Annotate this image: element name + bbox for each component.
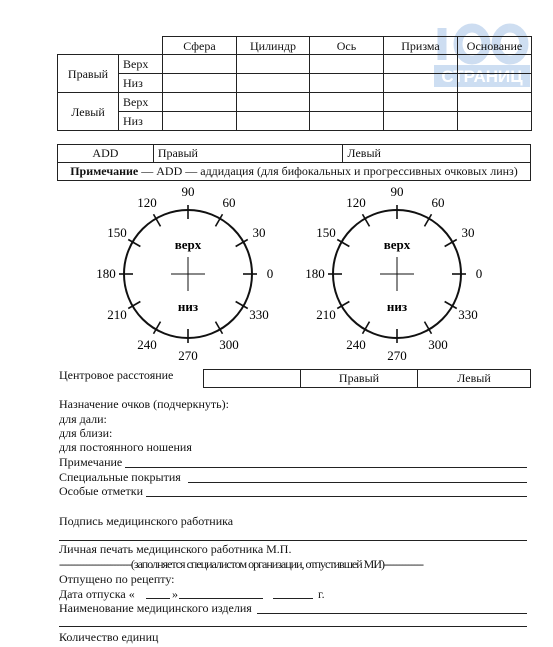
signature-line[interactable] — [59, 540, 527, 541]
near-label[interactable]: для близи: — [59, 426, 113, 440]
cell[interactable] — [237, 55, 310, 74]
device-line[interactable] — [257, 613, 527, 614]
dial-bottom-label: низ — [177, 299, 199, 314]
right-eye-label: Правый — [58, 55, 119, 93]
filled-by-row: ------------------------(заполняется специалистом организации, отпустившей МИ)------------- — [59, 557, 423, 571]
units-label: Количество единиц — [59, 630, 159, 644]
angle-label: 240 — [346, 337, 366, 353]
cell[interactable] — [458, 112, 532, 131]
cell[interactable] — [237, 93, 310, 112]
angle-label: 60 — [431, 194, 445, 210]
angle-label: 90 — [181, 186, 195, 199]
note-text: — ADD — аддидация (для бифокальных и прогрессивных очковых линз) — [138, 164, 518, 178]
device-label: Наименование медицинского изделия — [59, 601, 252, 615]
cell[interactable] — [310, 112, 384, 131]
note-bold: Примечание — [70, 164, 139, 178]
date-prefix: Дата отпуска « — [59, 587, 135, 601]
dispensed-label: Отпущено по рецепту: — [59, 572, 175, 586]
prescription-table — [57, 36, 532, 131]
angle-label: 330 — [249, 307, 269, 322]
table-row — [58, 55, 532, 74]
angle-label: 330 — [458, 307, 478, 322]
angle-label: 270 — [178, 348, 198, 361]
add-table — [57, 144, 531, 181]
angle-label: 120 — [346, 194, 366, 210]
note-label: Примечание — [59, 455, 123, 469]
table-row — [58, 112, 532, 131]
pd-left-label[interactable]: Левый — [418, 370, 531, 388]
angle-label: 90 — [390, 186, 404, 199]
far-label[interactable]: для дали: — [59, 412, 107, 426]
cell[interactable] — [163, 93, 237, 112]
cell[interactable] — [384, 74, 458, 93]
special-line[interactable] — [146, 496, 527, 497]
angle-label: 180 — [96, 266, 116, 281]
cell[interactable] — [310, 93, 384, 112]
header-cylinder: Цилиндр — [237, 37, 310, 55]
watermark-text: СТРАНИЦ — [441, 67, 523, 86]
coatings-line[interactable] — [188, 482, 527, 483]
table-row — [58, 93, 532, 112]
cell[interactable] — [384, 93, 458, 112]
row-label-bottom: Низ — [119, 112, 163, 131]
angle-label: 120 — [137, 194, 157, 210]
header-axis: Ось — [310, 37, 384, 55]
cell[interactable] — [163, 55, 237, 74]
note-line[interactable] — [125, 467, 527, 468]
stamp-label: Личная печать медицинского работника М.П. — [59, 542, 292, 556]
header-sphere: Сфера — [163, 37, 237, 55]
header-prism: Призма — [384, 37, 458, 55]
pd-label: Центровое расстояние — [59, 368, 174, 382]
header-base: Основание — [458, 37, 532, 55]
dial-top-label: верх — [383, 237, 411, 252]
add-note-row — [58, 163, 531, 181]
angle-label: 300 — [219, 337, 239, 353]
add-row — [58, 145, 531, 163]
special-label: Особые отметки — [59, 484, 143, 498]
cell[interactable] — [163, 74, 237, 93]
date-year-line[interactable] — [273, 598, 313, 599]
left-eye-label: Левый — [58, 93, 119, 131]
axis-dial-right-eye[interactable] — [96, 186, 273, 361]
angle-label: 150 — [316, 225, 336, 240]
assignment-label: Назначение очков (подчеркнуть): — [59, 397, 229, 411]
coatings-label: Специальные покрытия — [59, 470, 181, 484]
table-row — [58, 74, 532, 93]
angle-label: 30 — [252, 225, 266, 240]
row-label-bottom: Низ — [119, 74, 163, 93]
permanent-label[interactable]: для постоянного ношения — [59, 440, 192, 454]
device-line-2[interactable] — [59, 626, 527, 627]
axis-dial-left-eye[interactable] — [305, 186, 482, 361]
cell[interactable] — [384, 112, 458, 131]
cell[interactable] — [310, 74, 384, 93]
add-note — [58, 163, 531, 181]
pd-right-label[interactable]: Правый — [301, 370, 418, 388]
date-mid: » — [172, 587, 178, 601]
angle-label: 270 — [387, 348, 407, 361]
date-day-line[interactable] — [146, 598, 170, 599]
angle-label: 300 — [428, 337, 448, 353]
table-header-row — [58, 37, 532, 55]
signature-label: Подпись медицинского работника — [59, 514, 234, 528]
angle-label: 0 — [266, 266, 274, 281]
cell[interactable] — [458, 74, 532, 93]
filled-by-text: (заполняется специалистом организации, отпустившей МИ) — [130, 557, 385, 571]
cell[interactable] — [384, 55, 458, 74]
pd-table — [203, 369, 531, 388]
cell[interactable] — [458, 93, 532, 112]
angle-label: 210 — [107, 307, 127, 322]
cell[interactable] — [458, 55, 532, 74]
angle-label: 180 — [305, 266, 325, 281]
cell[interactable] — [310, 55, 384, 74]
date-suffix: г. — [318, 587, 325, 601]
cell[interactable] — [237, 112, 310, 131]
cell[interactable] — [163, 112, 237, 131]
angle-label: 0 — [475, 266, 483, 281]
axis-dials — [0, 186, 553, 361]
pd-empty-cell[interactable] — [204, 370, 301, 388]
row-label-top: Верх — [119, 55, 163, 74]
angle-label: 150 — [107, 225, 127, 240]
row-label-top: Верх — [119, 93, 163, 112]
angle-label: 30 — [461, 225, 475, 240]
angle-label: 210 — [316, 307, 336, 322]
cell[interactable] — [237, 74, 310, 93]
add-label: ADD — [58, 145, 154, 163]
dial-top-label: верх — [174, 237, 202, 252]
angle-label: 60 — [222, 194, 236, 210]
dial-bottom-label: низ — [386, 299, 408, 314]
angle-label: 240 — [137, 337, 157, 353]
add-right-label[interactable]: Правый — [153, 145, 343, 163]
add-left-label[interactable]: Левый — [343, 145, 531, 163]
date-month-line[interactable] — [179, 598, 263, 599]
